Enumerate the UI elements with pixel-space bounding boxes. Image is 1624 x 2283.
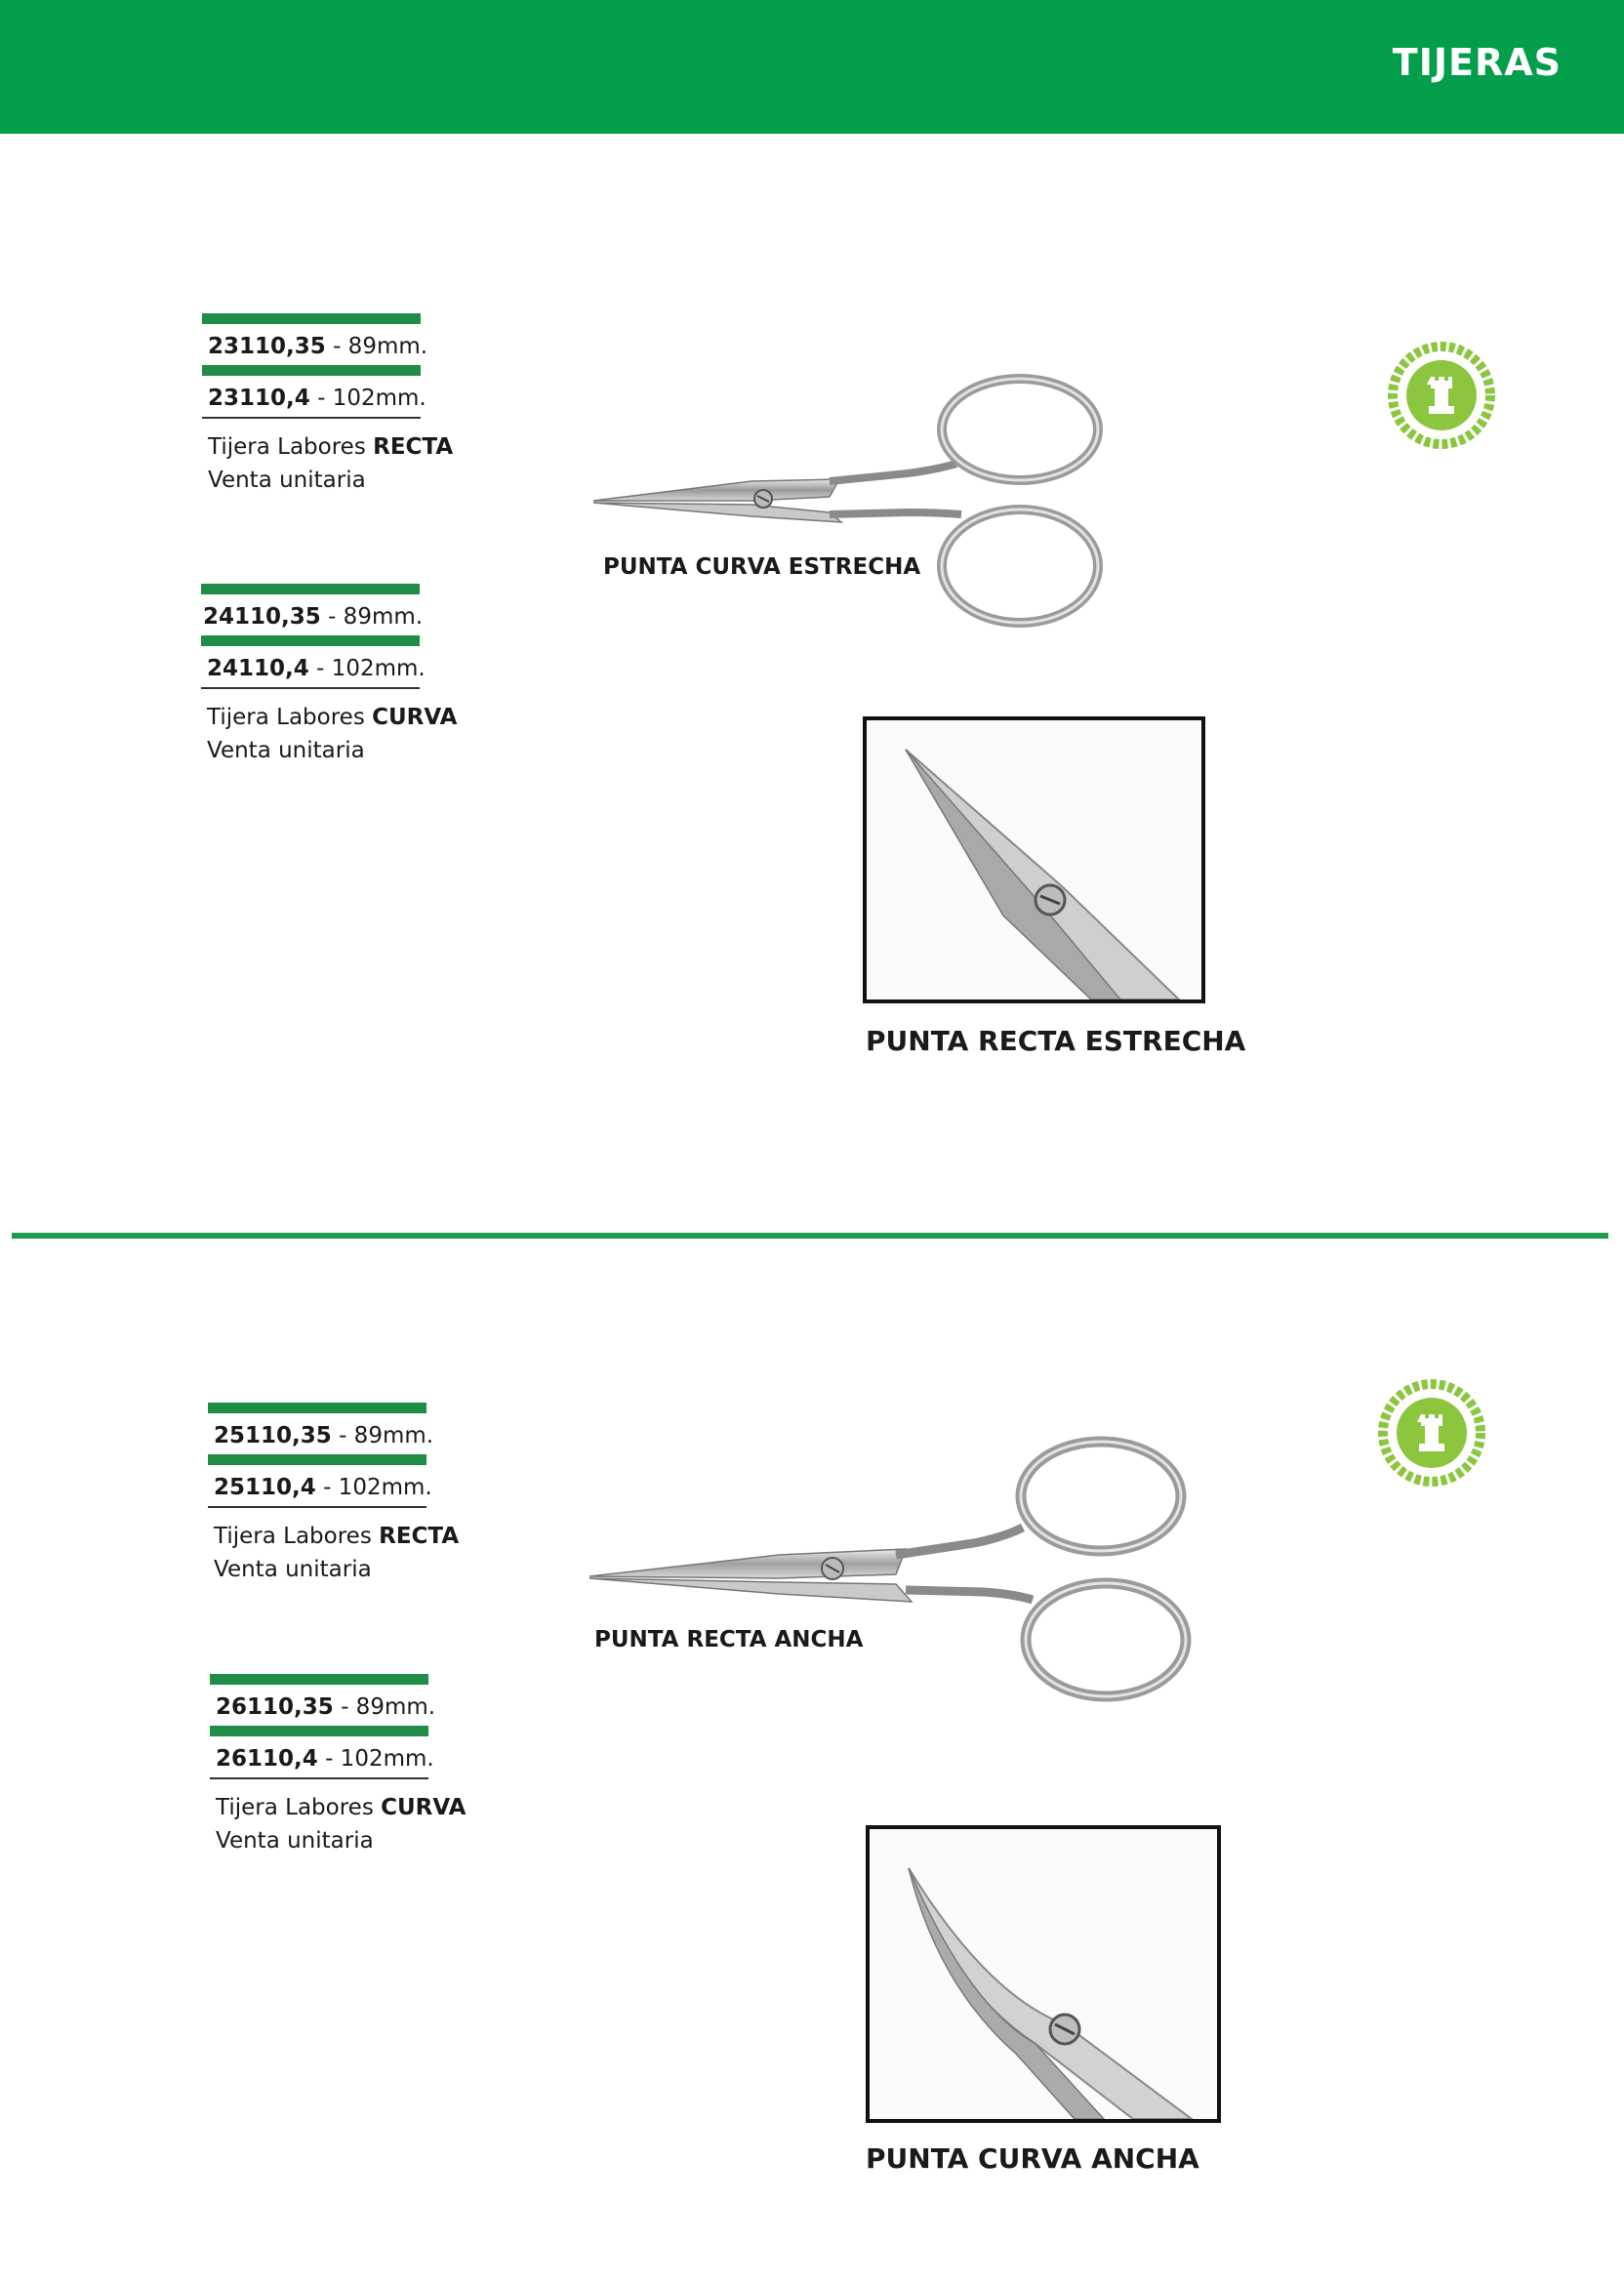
variant-line [208, 332, 514, 361]
product-block-26110 [210, 1674, 522, 1857]
castelltort-logo [1378, 1379, 1485, 1487]
variant-line [216, 1744, 522, 1773]
product-code: 23110,4 [208, 386, 310, 411]
green-bar [208, 1454, 426, 1465]
detail-image-box [863, 716, 1205, 1003]
product-code: 25110,4 [214, 1475, 316, 1500]
green-bar [202, 365, 421, 376]
green-bar [201, 635, 420, 646]
product-size: - 102mm. [315, 1475, 432, 1500]
product-size: - 102mm. [317, 1746, 434, 1772]
product-code: 26110,35 [216, 1694, 334, 1720]
scissors-image-straight-wide [584, 1430, 1228, 1713]
variant-line [216, 1692, 522, 1722]
scissors-tip-detail-image [867, 720, 1201, 999]
castelltort-logo [1388, 342, 1495, 449]
product-code: 23110,35 [208, 334, 326, 359]
desc-type: CURVA [381, 1795, 467, 1820]
sale-text: Venta unitaria [214, 1557, 372, 1582]
detail-image-box [866, 1825, 1221, 2123]
desc-type: RECTA [373, 434, 454, 460]
divider-line [210, 1777, 428, 1779]
green-bar [208, 1403, 426, 1413]
green-bar [201, 584, 420, 594]
divider-line [201, 687, 420, 689]
desc-type: CURVA [372, 705, 458, 730]
desc-prefix: Tijera Labores [214, 1524, 380, 1549]
divider-line [202, 417, 421, 419]
product-block-25110 [208, 1403, 520, 1586]
variant-line [208, 384, 514, 413]
product-block-24110 [201, 584, 513, 767]
product-size: - 102mm. [309, 386, 426, 411]
green-bar [202, 313, 421, 324]
main-image-label: PUNTA CURVA ESTRECHA [603, 554, 921, 580]
desc-prefix: Tijera Labores [207, 705, 373, 730]
green-bar [210, 1674, 428, 1685]
divider-line [208, 1506, 426, 1508]
variant-line [214, 1421, 520, 1450]
product-code: 25110,35 [214, 1423, 332, 1448]
variant-line [207, 654, 513, 683]
page-header [0, 0, 1624, 134]
sale-text: Venta unitaria [208, 468, 366, 493]
desc-prefix: Tijera Labores [216, 1795, 382, 1820]
product-description [207, 701, 513, 767]
detail-image-label: PUNTA CURVA ANCHA [866, 2142, 1199, 2175]
product-description [216, 1791, 522, 1857]
product-size: - 89mm. [320, 604, 424, 630]
sale-text: Venta unitaria [216, 1828, 374, 1854]
detail-image-label: PUNTA RECTA ESTRECHA [866, 1025, 1246, 1057]
desc-type: RECTA [379, 1524, 460, 1549]
product-code: 26110,4 [216, 1746, 318, 1772]
scissors-image-curved-narrow [586, 366, 1191, 634]
header-title: TIJERAS [1392, 41, 1562, 84]
product-code: 24110,35 [203, 604, 321, 630]
product-code: 24110,4 [207, 656, 309, 681]
sale-text: Venta unitaria [207, 738, 365, 763]
main-image-label: PUNTA RECTA ANCHA [594, 1627, 864, 1652]
product-description [208, 430, 514, 497]
product-size: - 89mm. [331, 1423, 434, 1448]
section-divider [12, 1233, 1608, 1239]
green-bar [210, 1726, 428, 1736]
desc-prefix: Tijera Labores [208, 434, 374, 460]
product-size: - 89mm. [325, 334, 428, 359]
product-block-23110 [202, 313, 514, 497]
product-size: - 102mm. [308, 656, 426, 681]
scissors-tip-detail-image [870, 1829, 1217, 2119]
product-description [214, 1520, 520, 1586]
variant-line [214, 1473, 520, 1502]
variant-line [203, 602, 513, 632]
product-size: - 89mm. [333, 1694, 436, 1720]
